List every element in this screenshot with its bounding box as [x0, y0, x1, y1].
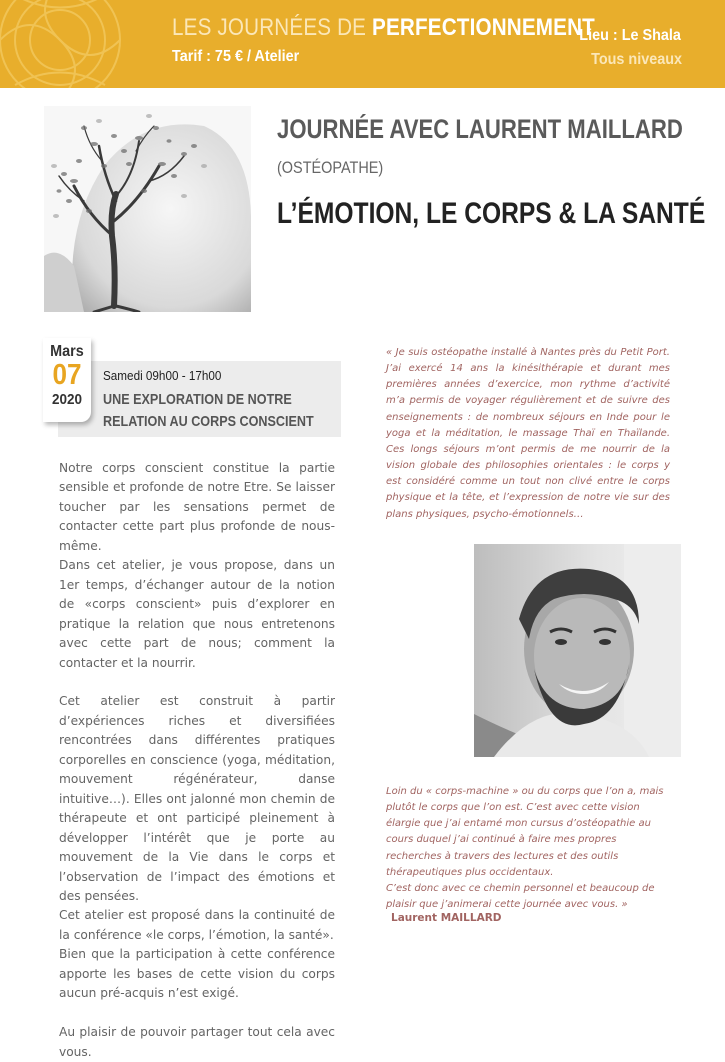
banner-title-light: LES JOURNÉES DE	[172, 14, 367, 41]
tree-back-photo	[44, 106, 251, 312]
signature: Laurent MAILLARD	[391, 912, 502, 924]
portrait-icon	[474, 544, 681, 757]
date-day: 07	[52, 359, 82, 391]
theme-title: L’ÉMOTION, LE CORPS & LA SANTÉ	[277, 197, 706, 230]
testimony-quote: « Je suis ostéopathe installé à Nantes près du Petit Port. J’ai exercé 14 ans la kinésithérapie et durant mes premières années d’exercice, mon rythme d’activité m’a permis de voyager régulièrement et de suivre des enseignements : de nombreux séjours en Inde pour le yoga et la méditation, le massage Thaï en Thaïlande. Ces longs séjours m’ont permis de me nourrir de la vision globale des philosophies orientales : le corps y est considéré comme un tout non clivé entre le corps physique et la tête, et l’expression de notre vie sur des plans physiques, psycho-émotionnels…	[386, 347, 670, 520]
description-paragraph: Au plaisir de pouvoir partager tout cela avec vous.	[59, 1025, 335, 1059]
mandala-ornament-icon	[0, 0, 170, 88]
description-paragraph: Bien que la participation à cette conférence apporte les bases de cette vision du corps aucun pré-acquis n’est exigé.	[59, 947, 335, 1001]
location-label: Lieu : Le Shala	[579, 27, 681, 44]
date-year: 2020	[51, 391, 83, 408]
testimony-quote-continued	[386, 784, 670, 913]
page-title: JOURNÉE AVEC LAURENT MAILLARD	[277, 114, 683, 144]
header-banner	[0, 0, 725, 88]
workshop-title: UNE EXPLORATION DE NOTRE RELATION AU CORPS CONSCIENT	[103, 391, 314, 430]
banner-title-bold: PERFECTIONNEMENT	[372, 14, 595, 41]
level-label: Tous niveaux	[591, 51, 682, 68]
description-paragraph: Cet atelier est construit à partir d’expériences riches et diversifiées rencontrées dans différentes pratiques corporelles en conscience (yoga, méditation, mouvement régénérateur, danse intuitive…). Elles ont jalonné mon chemin de thérapeute et ont participé pleinement à développer l’intérêt que je porte au mouvement de la Vie dans le corps et l’observation de l’impact des émotions et des pensées.	[59, 694, 335, 903]
tree-icon	[44, 106, 251, 312]
description-paragraph: Cet atelier est proposé dans la continuité de la conférence «le corps, l’émotion, la santé».	[59, 908, 335, 942]
description-paragraph: Dans cet atelier, je vous propose, dans un 1er temps, d’échanger autour de la notion de «corps conscient» puis d’explorer en pratique la relation que nous entretenons avec cette part de nous; comment la contacter et la nourrir.	[59, 558, 335, 670]
date-card	[43, 338, 91, 422]
price-label: Tarif : 75 € / Atelier	[172, 48, 300, 65]
event-schedule: Samedi 09h00 - 17h00	[103, 368, 222, 383]
quote-paragraph: C’est donc avec ce chemin personnel et beaucoup de plaisir que j’animerai cette journée avec vous. »	[386, 882, 655, 911]
date-month: Mars	[50, 343, 84, 360]
quote-paragraph: Loin du « corps-machine » ou du corps que l’on a, mais plutôt le corps que l’on est. C’est avec cette vision élargie que j’ai entamé mon cursus d’ostéopathie au cours duquel j’ai continué à faire mes propres recherches à travers des lectures et des outils thérapeutiques plus occidentaux.	[386, 786, 664, 878]
banner-title	[172, 14, 595, 42]
portrait-photo	[474, 544, 681, 757]
profession-label: (OSTÉOPATHE)	[277, 158, 384, 177]
description-paragraph: Notre corps conscient constitue la partie sensible et profonde de notre Etre. Se laisser toucher par les sensations permet de contacter cette part plus profonde de nous-même.	[59, 461, 335, 553]
workshop-description	[59, 459, 335, 1062]
